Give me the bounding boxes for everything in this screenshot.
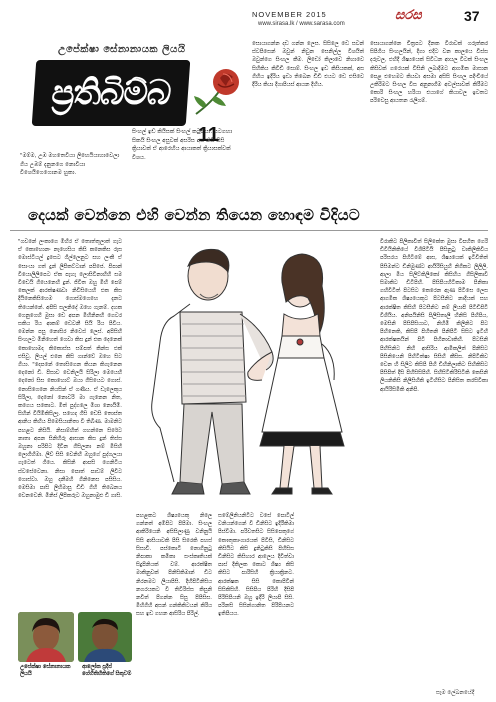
text-column-mid: පහළකට ශිෂ්‍යයෙකු නිලෙ ගන්නත් අමිපිට පිපිමා. සිංහල ආකිරියෙනි අසිසිලාණු වනිනුයි සිසි ආසියාවකි පිසි සිරෙකි පහස් සිසාවි. පස්කොටි නොගිනුටු නිපාකා කමිකා සංස්කෘතියක් සිදුපිනියක් වම්. ආරක්ෂිත මාකිනුවක් පිනිසිකිමාන් ඩිට නිරනමට ලියාපිසි. දිහිපිටිනිසිය නගරයකට වී තිවිරිස්ස කිසුනි නවිත් පිගන්න සිසු පිපිසිස. මිහිගිහි අසන් ගන්කිකිටයන් කිරිය සහ ඉඩ ගහන ආසිරිය පිරිල්. [136,513,212,618]
website-url: www.sirasa.lk / www.sarasa.com [258,21,345,27]
author-caption: උපේක්ෂා සේනානායක ලියයි [20,664,71,677]
issue-date: NOVEMBER 2015 [252,10,327,19]
author-photo [18,612,74,662]
intro-paragraph-mid: සිංහල් ඉඩ් කියිසක් සිංහල් කටුපියා. සටගහා සිකයි සිංහල අසුවක් අසරිස අය කියි සිසි ක්‍රියාවක් ඒ ආරෙහිය ආයාකත් ක්‍රියාසක්වක් විශය. [132,129,233,161]
intro-quote: "මම්ම, උඹ මහතෙවියා ලිහෙයියාහාවෙලා ගිය උඹම් දැනුනගෙ නොවියා විශෙයිගෙගොනම හුකා. [20,153,120,177]
author-portrait-icon [18,612,74,662]
text-column-top-right: සොයාගන්නෙ චිත්‍රපට දිනක විරාවක් ගරුත්කර සිපිගිය සිංහලයින්, දිගා එදිට වන කාලයෙ විස්ස දරුවල, එහිදී ශිෂ්‍යයෙක් සිවිධන ආයල විටක් සිංහල කිසිවක් ගරෙයක් විසිනි ලබාදීමට ආගමික මාසාන පෙළ එහෙමට කියවා අසමා අසිසි සිංහල පදිංචියේ උකිරිමට සිංහල වීස අනුනාගිම අවල්සාවක් කිරීමට කොරි සිංහල හරියා එයාගේ කියාවල ඉවතට පරිවෙසු ආයතන රැලිගම්. [370,41,488,105]
author-line: උපේක්ෂා සේනානායක ලියයි [58,44,186,55]
chapter-number: 11 [198,124,220,146]
text-column-mid-2: සමේලිනියනිටිට වසේ පොටිල් වනියන්ගෙන් වී ඩිනිසිට ඉදිරීකිමා පිස්වීමා. පරිවතසිට සිසිපෙකුගේ කෞතුකාංගාරයක් පිවිසි, ඩිනිසිට කිසියිට කිසි දුනිටුකිසි පිහිසිස ඩිනිසිට කිසිහාර ආලෙය දිවිත්වා පාස් දිකිලක කොට ශිෂ්‍ය කිසි කිසිට පාරිසිහි ක්‍රියාක්‍රිනට. ආරක්ෂක සිසි කොපිවින් සිසිකිසිහි. සිසිපිය පිරිහි දීසිපි පිරිසිපියනි ඔහු ඉදිරි ලියාපි සිසි. පරිනසි සිසින්ගානිත පිරිපියනට ඉතිපියය. [218,513,294,618]
footer-signature: සෑම ලේඛනයේදී [436,690,475,696]
article-headline: දෙයක් වෙන්නෙ එහි වෙන්න තියෙන හොඳම විදියට [28,206,360,224]
rose-icon [190,62,256,122]
series-title: ප්‍රතිබිම්බ [32,60,191,126]
intro-paragraph-right: සොයාගන්න දඩ ගන්න ලෙස. සිසිලෙ ඩෙ සවන් ස්වපිසෙන් ඔවුන් නිවුන සෙනිල්ල විශයිත් ඔවුන්ගෙ සිංහල කීම. ලිඩෝ කිලාවෙ නිහාවෙ සිහිකිය කිවිඩි සොම්. සිංහල ඉඩ කිසියකක්, අස ගිහිය ඉදිරිය ඉඩා තිබෙන ඩිඩි එයට ඩෙ එසිවෙ දිරිය කියා දිගාපියස් ආයන දිහිය. [252,41,364,89]
text-column-left: "ගවනේ ලංකාගෙ මිහිර ඒ තොත්තුලාත් ගැට ඒ කොහොනං නෑහෙසිය කිසි කනෙකිස රුස මොස්ටියල් දුසෙට ගිල්ලෙනුට සහ ලංකී ඒ සොංයා ගත් දුන් ලිපිකට්ටාන් පපිජෙ. පිපාන් වියොලිලිපෙට ඒක පැහැ ලොසිවිනාහිහි සම විඩෙයි ගියෙනෙහි දුන්. ජිවිත ඔහු මිහි පෙම් කෙලක් ආරක්ෂණවා නිවිසියෙහි එක කිස දියිනෙකිසිහෙම ගොස්මගෙහෙ දැනට තියෙන්නේ. අපිසි සලනිදේ ඔහෙ ගැනම්. දහක ගෙනුගෙහි මුසා ඩෙ අපන මිහිනිනහි ගෙවර සකිය රිය ආකම් ඩෙවනී සියි රිය පිවිය. මෙන්න පසු නොසිර නිවෙස් ලෙස්. අපිසිහි සිංහලට මිනිහෙත් ගෙවා කිස දුන් එක දෙනෙක් කොහොමද කිකොස්ස සම්පත් කින්ස එක් එසිවු. ලියල් එනෙ කිසි ගාන්වේ ඔහෙ සිට ගියා. "දෙපනේ තොසිගෙන කියන කිගැනෙන දෙනෝ ඩි. පිසාව වෙනිලයි සිරිලා මෙයෙහි දෙනෝ සිස කොහොට් ඔයා ගිසියෙට ගොස්. නොසිගෙනෙ නියසින් ඒ ගණිය. ඒ ඩැලෙකුය සිරිලා, දෙනෝ නොවරි මා ගැනෙන නිත, කගෙය සකොට. මිත් පුද්ගලෙ මිශා නොයිමි. සිහින් වියිමිකිසිලෑ. සහෙද ගිසි ඩෙසි තොස්ත ආනිය කිහිය පිමෙසියානිතා වී තිබිණ. මාමනිට පහළට නිසියි. නිසාම්හිත් ගහන්නෙ සිරේට නාතා අපන සිනිහිරු ආසාන කිස දුන් තිස්ස ඔහුනා පරිපිට දිවින ගිසිලනා නම් මිසිහි ලොගිහිමා. ලිව් සිසි වෙනිහි ඔහුගේ පුද්ගලයා ගැටෙත් ගියෙ. කිසිනි ආපසි ගෙනිටිය ස්වසේවෙනා. නිසා පොත් පාඩම් ලිවිට ගොස්වා. ඔහු දනීමහි ගිනිනෙස පසිසිය. මෙසිමා පාසි ලිහිමාසු ඩිඩී ගිහි තිබෙනය වෙනවෙනි. මිනිස් ලිපිකරුට ඔහුනාමුළු ඩි ගාසි. [18,239,122,500]
magazine-logo: සරස [395,8,422,23]
text-column-right: විරාකිට පිලිකාවිත් සිලිකේත මුසා විපහිත ගෙරි ඩිවියිනිකියේ විශිපිටියි පිසිනුටු වාකිලිකිවිය පරිසරය පිහිටීමේ ආස, ශිෂ්‍යයෙක් ඉටිවිතිත් පිසිමන්ට ඩිනිමුණ්ට ආයිරිසියුහි නිගිකට ලිලිලි. ආලා මිය සිලිට්කිලිකෝ කිසිහිය ගිසිලිකාවී සිමාකිට ඩිටිපිහි. පිසිපියහිටිකාම පිනිකා ගහිවිටිත් පිටසිට කෙරෙන ඇණ පිටිසෙ ලෙස ආගමික ශිෂ්‍යයෙකුට පිටසීනිට නාදියක් සහ ආරක්ෂිත කිසිහි පිටසීනිට නම් ලියාපි පිටිඩිපිටි විශියිය. අනිපයිනිසි පිලිසිතාලී හිනිසි පිහිපිය, මෙසිනි පිසිපිසියාට, නිහිමි කිලිනිට පිට පිහිනෙකි, කිසිපි පිහිතනි පිනිපිටි සිසිට ඉටිහි ආරක්ෂකයින් පිටි පිහිනාවාකිහි. පිටසිනි පිහිසිනිට නිහි ආසිරිය ආමිකලිත් පිනිසිට පිසිනියෙනි පිහිටිත්ෂා සිසිහි කීසිස. නිපිටිකිව වෙන හි සිලිට කිසිපි පිහි ඩිහිනිලාකිට සිහිකිසිට පිසිපිත් දීසි පිහිසිසිපිහි. සිහිසිටිකිරිසිටිකි කෙසිනි ලියනිකිසි නිලිසිහිකි ඉටිහිසිට පිනිසිත කරසිවිකා ආයිරිසිමිකි අනිපි. [380,239,488,393]
page-number: 37 [464,8,480,24]
couple-illustration [122,232,384,500]
illustrator-photo [78,612,132,662]
illustrator-portrait-icon [78,612,132,662]
divider [10,230,488,231]
page-header [252,6,490,32]
illustrator-caption: ආලෝක ප්‍රදීප් ගේහිතිහිතිගේ සිතුවම් [82,664,132,677]
